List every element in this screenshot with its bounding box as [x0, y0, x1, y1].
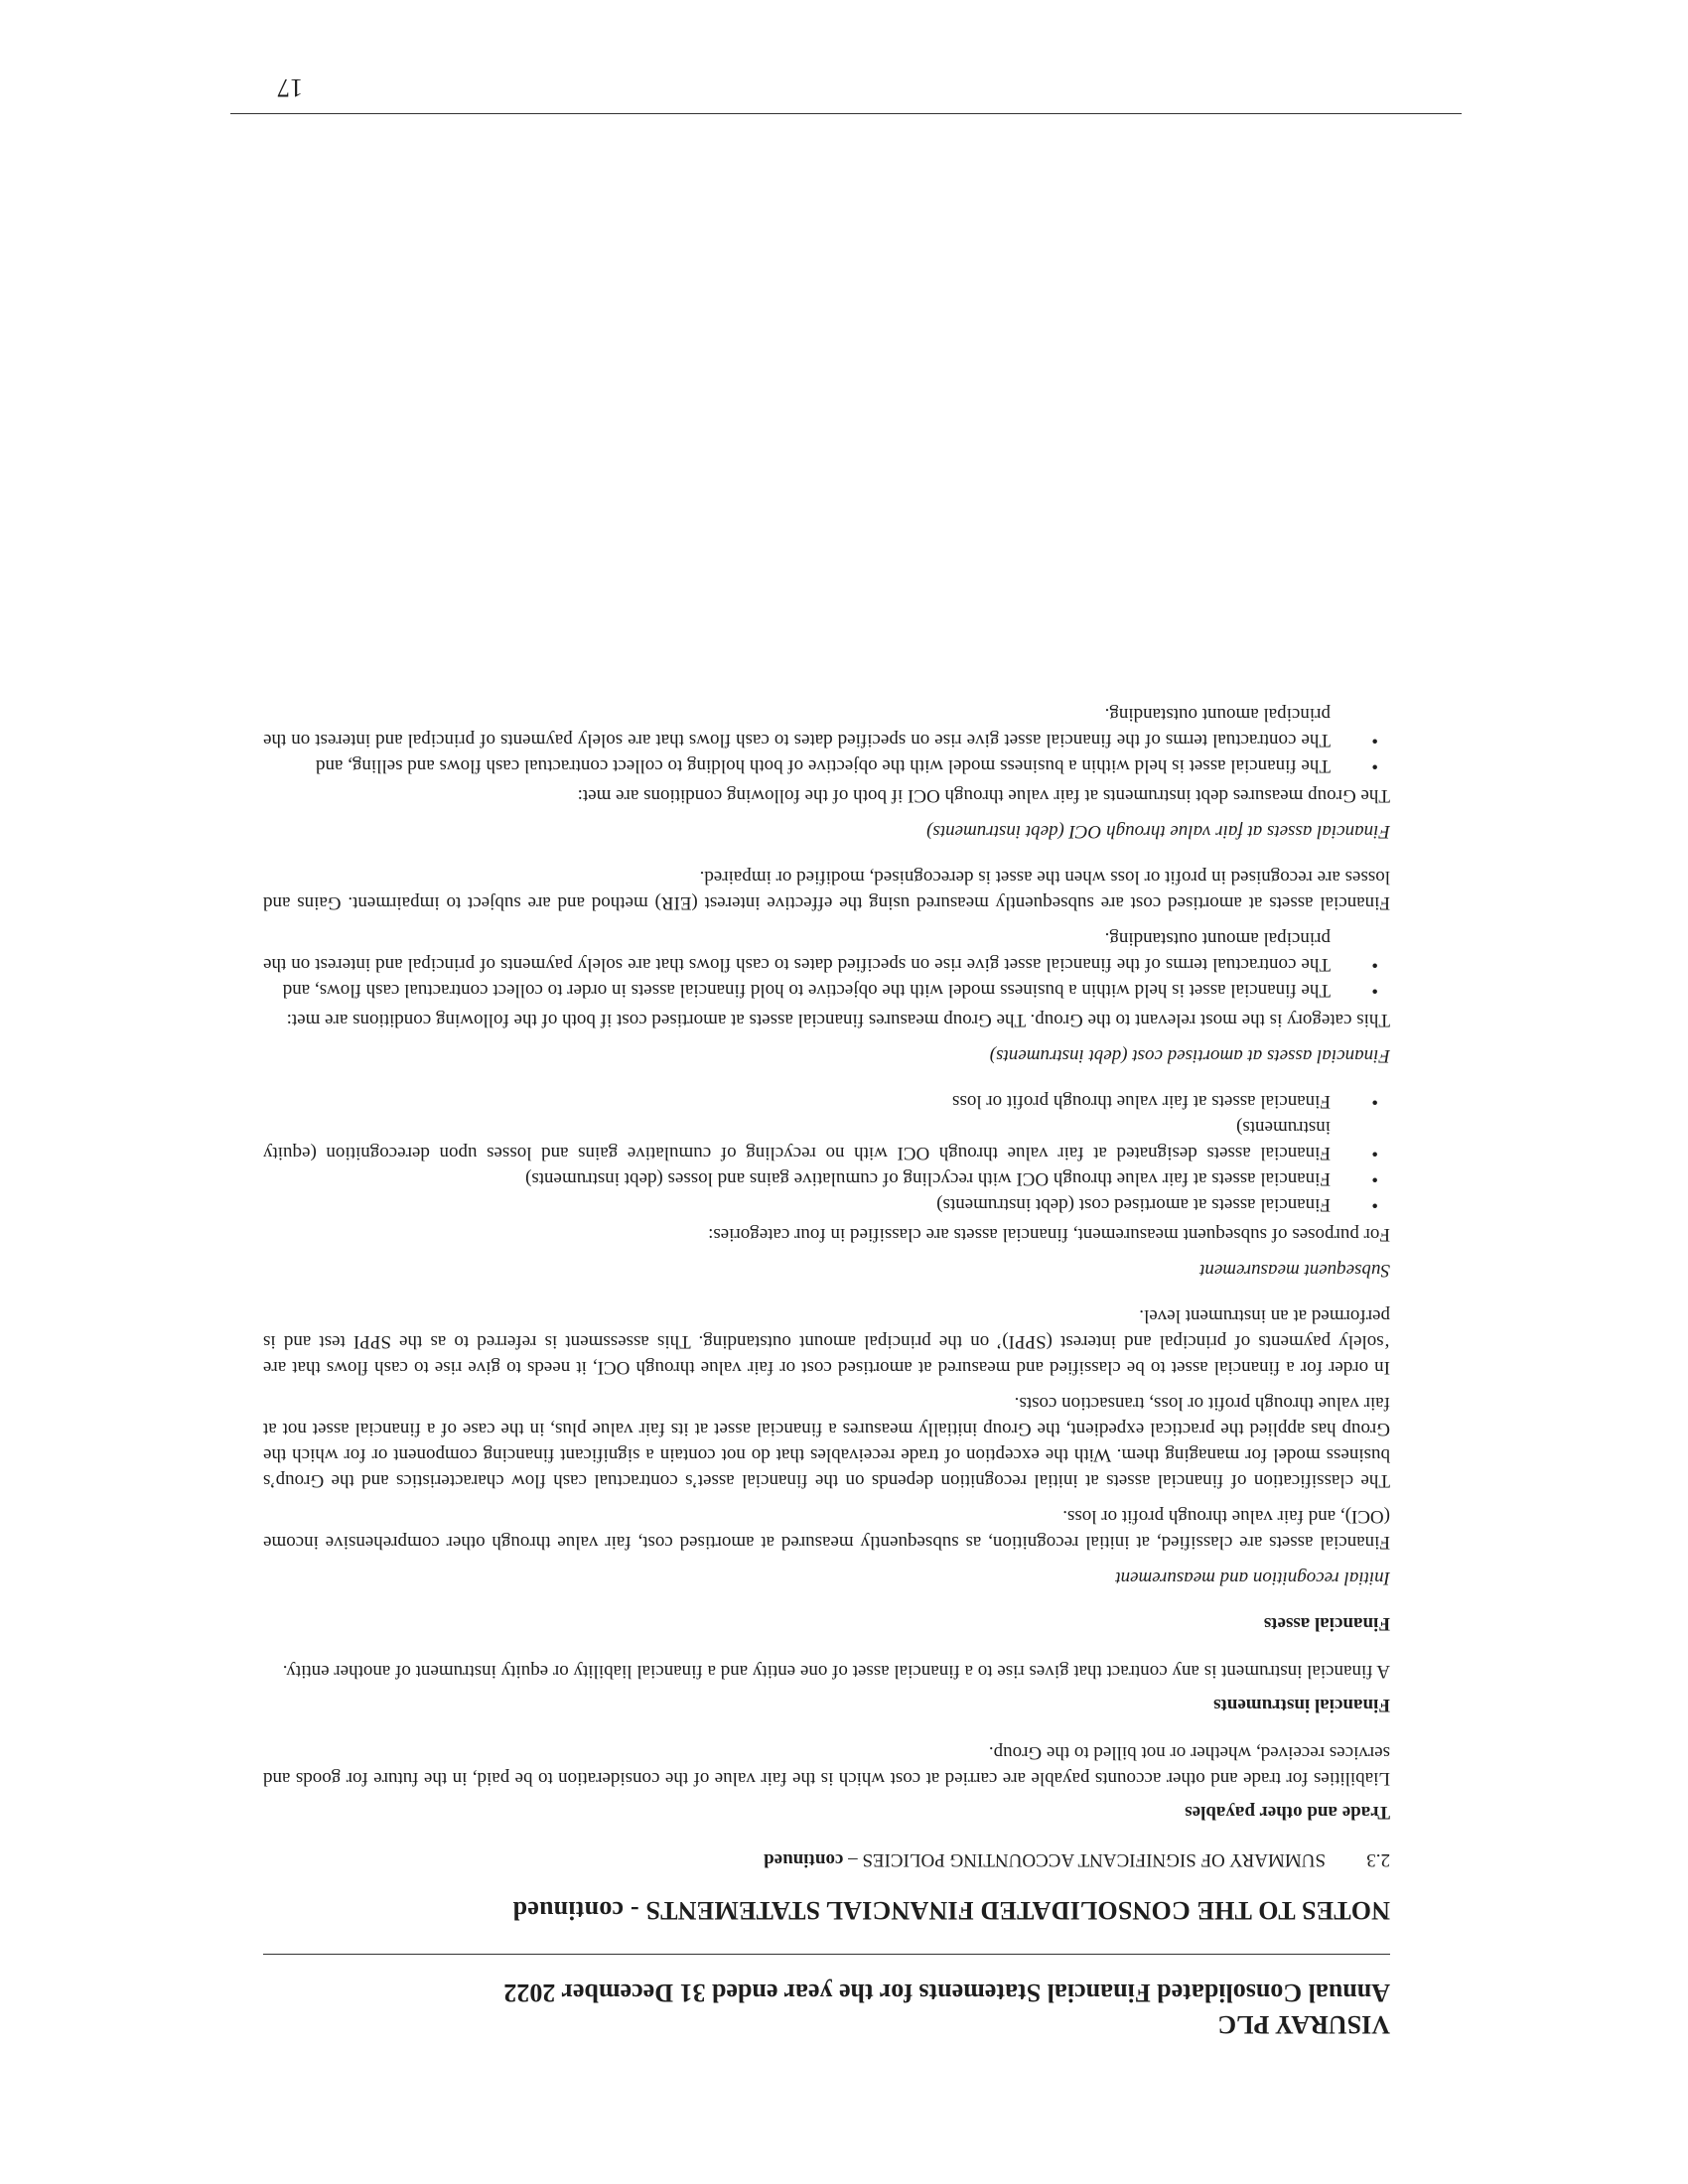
amortised-cost-conditions-list — [263, 925, 1390, 1003]
fvoci-conditions-list — [263, 701, 1390, 778]
financial-instruments-text: A financial instrument is any contract that gives rise to a financial asset of one entity and a financial liability or equity instrument of another entity. — [282, 1661, 1390, 1682]
company-name: VISURAY PLC — [1217, 2010, 1390, 2039]
page-number: 17 — [277, 73, 303, 102]
bullet-icon: • — [1371, 730, 1378, 751]
bullet-icon: • — [1371, 755, 1378, 776]
section-number: 2.3 — [1366, 1849, 1390, 1870]
section-title-text: SUMMARY OF SIGNIFICANT ACCOUNTING POLICIES – — [843, 1849, 1326, 1870]
amortised-cost-closing: Financial assets at amortised cost are subsequently measured using the effective interest (EIR) method and are subject to impairment. Gains and losses are recognised in profit or loss when the asset is derecognised, modified or impaired. — [263, 867, 1390, 913]
bullet-icon: • — [1371, 980, 1378, 1001]
notes-title: NOTES TO THE CONSOLIDATED FINANCIAL STATEMENTS - continued — [512, 1896, 1390, 1925]
bullet-icon: • — [1371, 1143, 1378, 1163]
section-heading — [263, 1846, 1390, 1872]
financial-instruments-heading: Financial instruments — [1213, 1695, 1390, 1715]
list-item — [263, 1191, 1390, 1217]
list-item — [263, 1114, 1390, 1165]
header-rule — [263, 1954, 1390, 1955]
list-item — [263, 925, 1390, 977]
list-item — [263, 1088, 1390, 1114]
trade-payables-text: Liabilities for trade and other accounts payable are carried at cost which is the fair value of the consideration to be paid, in the future for goods and services received, whether or not billed to the Group. — [263, 1742, 1390, 1789]
fvoci-intro: The Group measures debt instruments at fair value through OCI if both of the following conditions are met: — [577, 785, 1390, 806]
list-item — [263, 1165, 1390, 1191]
section-continued: continued — [764, 1849, 844, 1870]
list-item — [263, 977, 1390, 1003]
list-item — [263, 752, 1390, 778]
subsequent-measurement-intro: For purposes of subsequent measurement, financial assets are classified in four categories: — [708, 1224, 1390, 1245]
bullet-icon: • — [1371, 954, 1378, 975]
initial-recognition-para-2: The classification of financial assets at initial recognition depends on the financial asset’s contractual cash flow characteristics and the Group’s business model for managing them. With the exception of trade receivables that do not contain a significant financing component or for which the Group has applied the practical expedient, the Group initially measures a financial asset at its fair value plus, in the case of a financial asset not at fair value through profit or loss, transaction costs. — [263, 1393, 1390, 1491]
report-title: Annual Consolidated Financial Statements for the year ended 31 December 2022 — [503, 1979, 1390, 2007]
list-item-text: The financial asset is held within a business model with the objective of both holding to collect contractual cash flows and selling, and — [315, 755, 1331, 776]
bullet-icon: • — [1371, 1091, 1378, 1112]
list-item — [263, 701, 1390, 752]
list-item-text: The contractual terms of the financial asset give rise on specified dates to cash flows that are solely payments of principal and interest on the principal amount outstanding. — [263, 928, 1331, 975]
section-title — [764, 1846, 1326, 1872]
bullet-icon: • — [1371, 1168, 1378, 1189]
initial-recognition-para-1: Financial assets are classified, at initial recognition, as subsequently measured at amortised cost, fair value through other comprehensive income (OCI), and fair value through profit or loss. — [263, 1506, 1390, 1553]
page-content — [263, 701, 1390, 2040]
bullet-icon: • — [1371, 1194, 1378, 1215]
trade-payables-heading: Trade and other payables — [1185, 1802, 1390, 1823]
amortised-cost-heading: Financial assets at amortised cost (debt instruments) — [989, 1045, 1390, 1066]
subsequent-categories-list — [263, 1088, 1390, 1217]
list-item-text: The contractual terms of the financial asset give rise on specified dates to cash flows that are solely payments of principal and interest on the principal amount outstanding. — [263, 704, 1331, 751]
list-item-text: Financial assets at amortised cost (debt instruments) — [936, 1194, 1331, 1215]
financial-assets-heading: Financial assets — [1263, 1613, 1390, 1634]
initial-recognition-para-3: In order for a financial asset to be classified and measured at amortised cost or fair value through OCI, it needs to give rise to cash flows that are ‘solely payments of principal and interest (SPPI)’ on the principal amount outstanding. This assessment is referred to as the SPPI test and is performed at an instrument level. — [263, 1305, 1390, 1378]
amortised-cost-intro: This category is the most relevant to the Group. The Group measures financial assets at amortised cost if both of the following conditions are met: — [286, 1010, 1390, 1030]
fvoci-heading: Financial assets at fair value through OCI (debt instruments) — [926, 821, 1390, 842]
footer-rule — [230, 113, 1462, 114]
list-item-text: Financial assets at fair value through OCI with recycling of cumulative gains and losses (debt instruments) — [525, 1168, 1331, 1189]
list-item-text: The financial asset is held within a business model with the objective to hold financial assets in order to collect contractual cash flows, and — [282, 980, 1331, 1001]
list-item-text: Financial assets at fair value through profit or loss — [952, 1091, 1331, 1112]
subsequent-measurement-heading: Subsequent measurement — [1199, 1260, 1390, 1281]
initial-recognition-heading: Initial recognition and measurement — [1115, 1568, 1390, 1588]
list-item-text: Financial assets designated at fair value through OCI with no recycling of cumulative gains and losses upon derecognition (equity instruments) — [263, 1117, 1331, 1163]
